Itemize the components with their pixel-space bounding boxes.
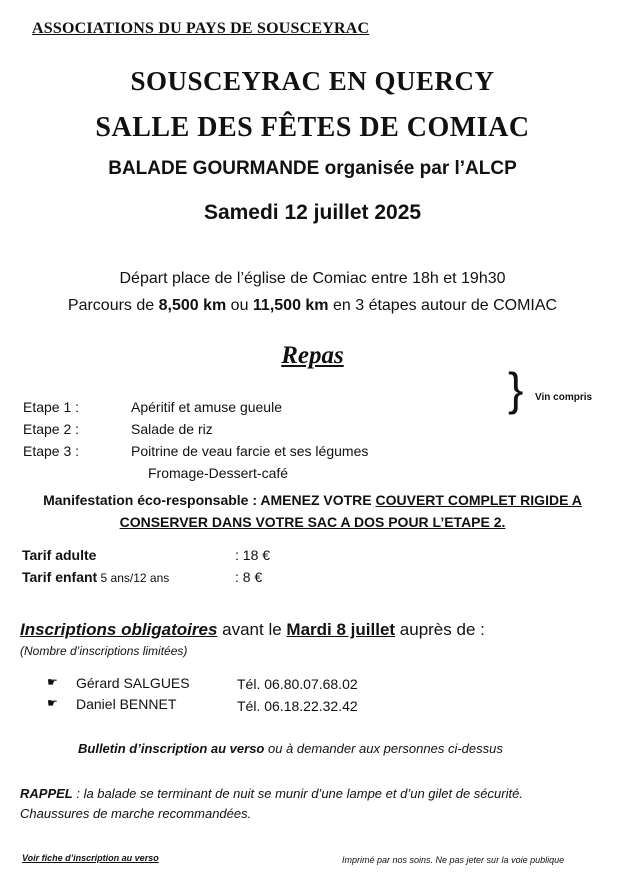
pointing-hand-icon: ☛	[47, 696, 58, 710]
eco-notice-emphasis-1: COUVERT COMPLET RIGIDE A	[375, 492, 582, 508]
stage-1-desc: Apéritif et amuse gueule	[131, 399, 282, 415]
reminder	[20, 784, 523, 824]
route-km-short: 8,500 km	[158, 297, 227, 314]
event-date: Samedi 12 juillet 2025	[203, 201, 422, 224]
footer-verso-note: Voir fiche d’inscription au verso	[22, 853, 159, 863]
eco-notice-prefix: Manifestation éco-responsable : AMENEZ VOTRE	[43, 492, 376, 508]
stage-2-desc: Salade de riz	[131, 421, 213, 437]
association-header: ASSOCIATIONS DU PAYS DE SOUSCEYRAC	[32, 20, 370, 37]
route-prefix: Parcours de	[67, 297, 159, 314]
registration-label: Inscriptions obligatoires	[20, 620, 218, 639]
stage-3-label: Etape 3 :	[23, 443, 80, 459]
reminder-label: RAPPEL	[20, 786, 73, 801]
title-venue: SALLE DES FÊTES DE COMIAC	[95, 112, 530, 143]
tariff-child-label: Tarif enfant 5 ans/12 ans	[22, 569, 170, 585]
brace-glyph: }	[508, 363, 524, 415]
tariff-adult-value: : 18 €	[235, 547, 271, 563]
tariff-child-value: : 8 €	[235, 569, 263, 585]
title-town: SOUSCEYRAC EN QUERCY	[130, 66, 495, 96]
registration-line	[20, 620, 485, 640]
bulletin-rest: ou à demander aux personnes ci-dessus	[264, 741, 503, 756]
tariff-adult-label: Tarif adulte	[22, 547, 97, 563]
contact-2-name: Daniel BENNET	[76, 696, 177, 712]
departure-info: Départ place de l’église de Comiac entre 18h et 19h30	[119, 270, 506, 287]
stage-1-label: Etape 1 :	[23, 399, 80, 415]
wine-included-note: Vin compris	[535, 392, 593, 403]
route-suffix: en 3 étapes autour de COMIAC	[328, 297, 558, 314]
eco-notice	[0, 489, 625, 533]
title-event: BALADE GOURMANDE organisée par l’ALCP	[108, 158, 517, 179]
registration-suffix: auprès de :	[395, 620, 485, 639]
route-info	[0, 297, 625, 315]
stage-extra: Fromage-Dessert-café	[148, 465, 289, 481]
footer-print-note: Imprimé par nos soins. Ne pas jeter sur la voie publique	[342, 855, 565, 865]
route-km-long: 11,500 km	[252, 297, 329, 314]
stage-2-label: Etape 2 :	[23, 421, 80, 437]
route-middle: ou	[226, 297, 253, 314]
reminder-line2: Chaussures de marche recommandées.	[20, 806, 252, 821]
pointing-hand-icon: ☛	[47, 675, 58, 689]
eco-notice-emphasis-2: CONSERVER DANS VOTRE SAC A DOS POUR L’ETAPE 2.	[119, 514, 506, 530]
meal-heading: Repas	[281, 342, 344, 369]
stage-3-desc: Poitrine de veau farcie et ses légumes	[131, 443, 369, 459]
bulletin-notice	[78, 741, 503, 756]
bulletin-bold: Bulletin d’inscription au verso	[78, 741, 265, 756]
registration-limit-note: (Nombre d’inscriptions limitées)	[20, 644, 188, 658]
contact-1-name: Gérard SALGUES	[76, 675, 190, 691]
registration-deadline: Mardi 8 juillet	[286, 620, 396, 639]
contact-1-phone: Tél. 06.80.07.68.02	[237, 676, 358, 692]
reminder-text: : la balade se terminant de nuit se munir d’une lampe et d’un gilet de sécurité.	[72, 786, 523, 801]
registration-mid: avant le	[217, 620, 287, 639]
contact-2-phone: Tél. 06.18.22.32.42	[237, 698, 358, 714]
